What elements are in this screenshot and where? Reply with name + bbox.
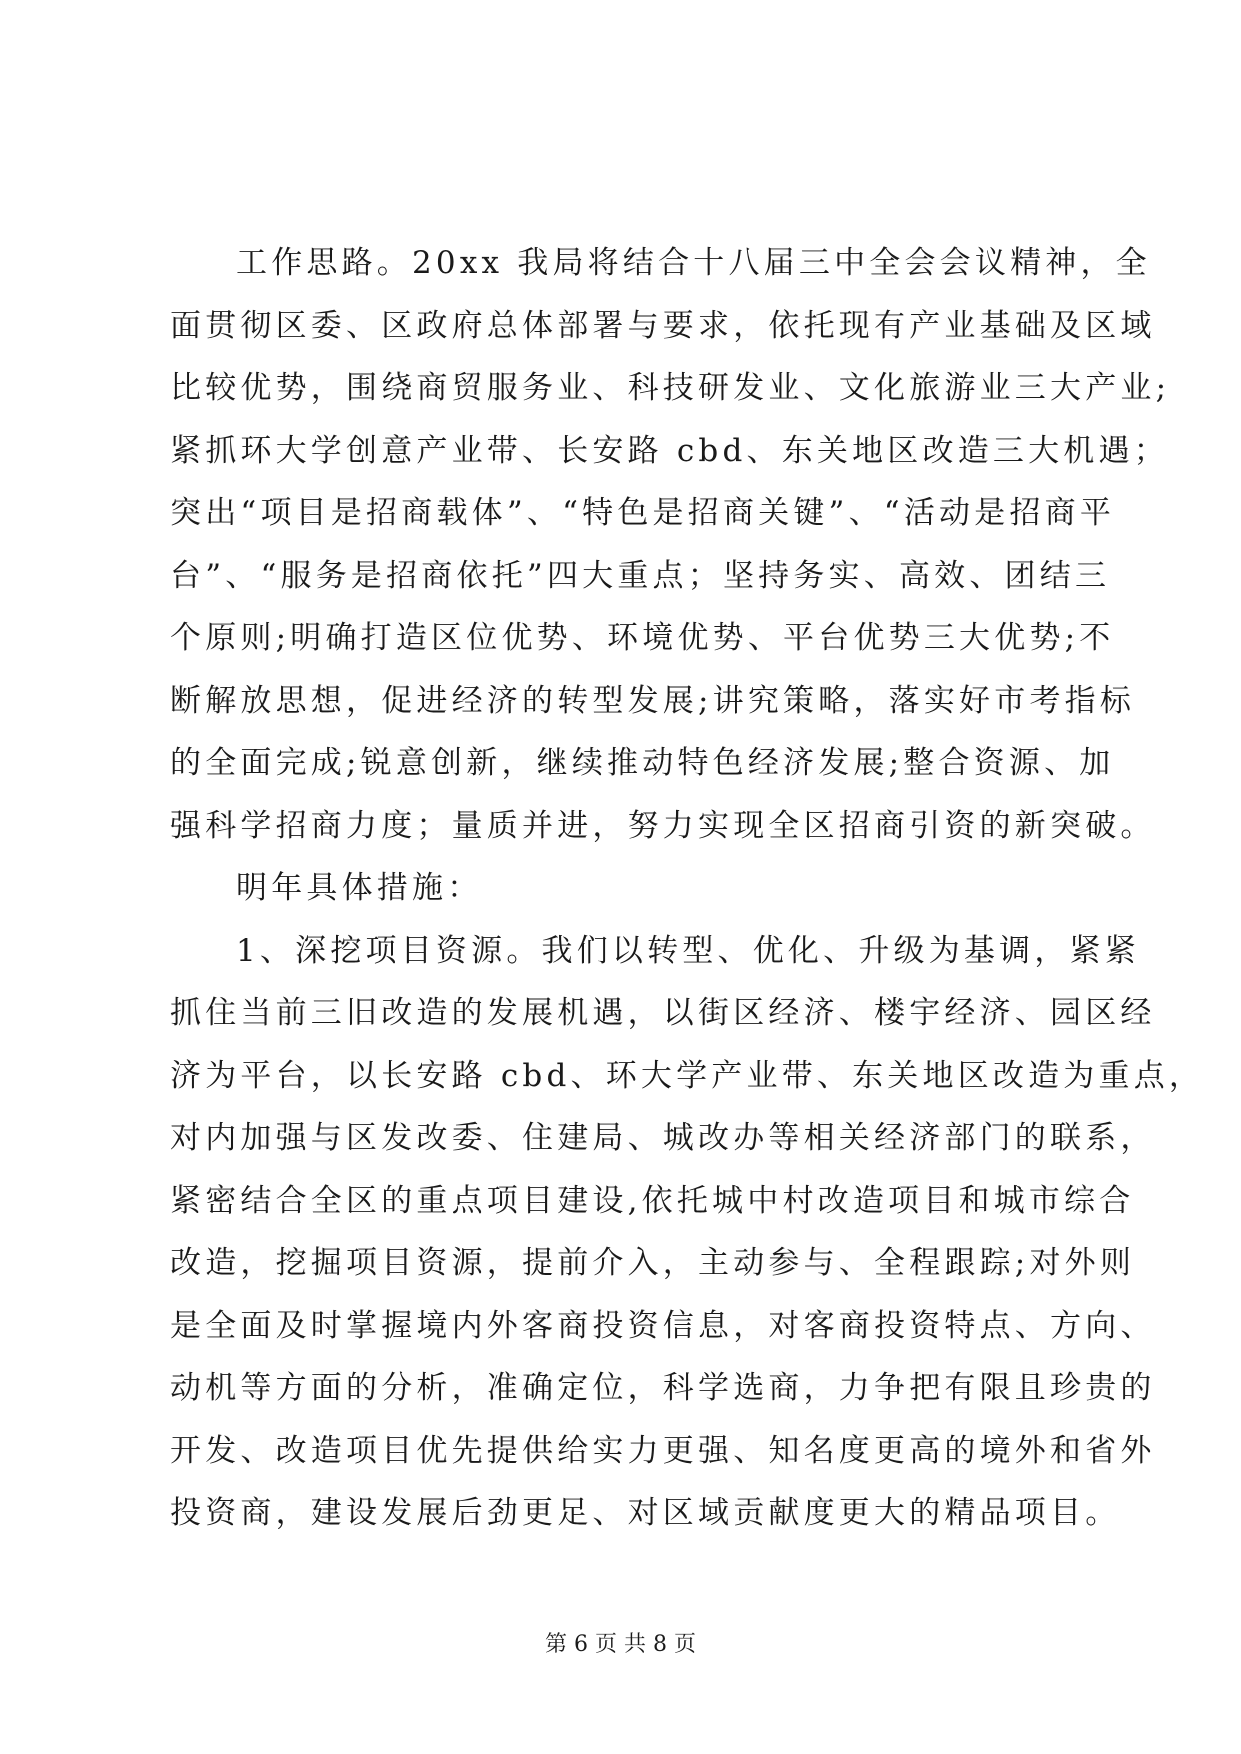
- paragraph-line: 工作思路。20xx 我局将结合十八届三中全会会议精神，全: [236, 245, 1151, 281]
- paragraph-line: 个原则;明确打造区位优势、环境优势、平台优势三大优势;不: [170, 620, 1115, 656]
- paragraph-line: 面贯彻区委、区政府总体部署与要求，依托现有产业基础及区域: [170, 307, 1156, 344]
- document-body: [170, 232, 1205, 1545]
- section-heading: 明年具体措施：: [236, 870, 483, 906]
- paragraph-line: 投资商，建设发展后劲更足、对区域贡献度更大的精品项目。: [170, 1495, 1121, 1531]
- paragraph-line: 开发、改造项目优先提供给实力更强、知名度更高的境外和省外: [170, 1432, 1156, 1469]
- paragraph-line: 对内加强与区发改委、住建局、城改办等相关经济部门的联系，: [170, 1120, 1156, 1156]
- paragraph-line: 济为平台，以长安路 cbd、环大学产业带、东关地区改造为重点，: [170, 1057, 1205, 1094]
- paragraph-line: 是全面及时掌握境内外客商投资信息，对客商投资特点、方向、: [170, 1307, 1156, 1344]
- paragraph-line: 紧抓环大学创意产业带、长安路 cbd、东关地区改造三大机遇；: [170, 432, 1169, 469]
- paragraph-line: 强科学招商力度；量质并进，努力实现全区招商引资的新突破。: [170, 807, 1156, 844]
- paragraph-line: 突出“项目是招商载体”、“特色是招商关键”、“活动是招商平: [170, 495, 1116, 531]
- paragraph-line: 的全面完成;锐意创新，继续推动特色经济发展;整合资源、加: [170, 745, 1115, 781]
- paragraph-line: 比较优势，围绕商贸服务业、科技研发业、文化旅游业三大产业;: [170, 370, 1171, 406]
- paragraph-line: 动机等方面的分析，准确定位，科学选商，力争把有限且珍贵的: [170, 1370, 1156, 1406]
- paragraph-line: 改造，挖掘项目资源，提前介入，主动参与、全程跟踪;对外则: [170, 1245, 1136, 1281]
- paragraph-line: 抓住当前三旧改造的发展机遇，以街区经济、楼宇经济、园区经: [170, 995, 1156, 1031]
- paragraph-line: 1、深挖项目资源。我们以转型、优化、升级为基调，紧紧: [236, 932, 1140, 969]
- paragraph-line: 台”、“服务是招商依托”四大重点；坚持务实、高效、团结三: [170, 557, 1111, 594]
- paragraph-line: 紧密结合全区的重点项目建设,依托城中村改造项目和城市综合: [170, 1182, 1135, 1219]
- paragraph-line: 断解放思想，促进经济的转型发展;讲究策略，落实好市考指标: [170, 682, 1136, 719]
- page-number-footer: 第 6 页 共 8 页: [545, 1632, 696, 1657]
